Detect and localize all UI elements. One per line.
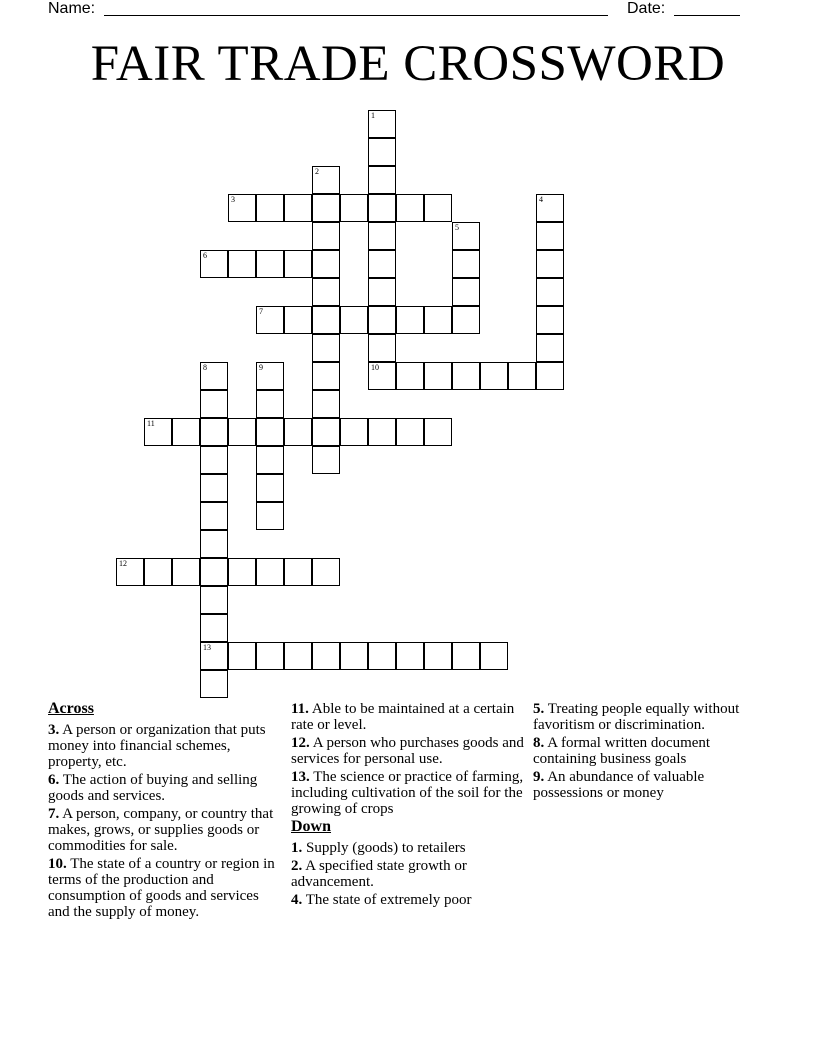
grid-cell[interactable] (200, 586, 228, 614)
grid-cell[interactable] (312, 558, 340, 586)
grid-cell[interactable] (424, 362, 452, 390)
grid-cell[interactable] (480, 362, 508, 390)
cell-number: 8 (203, 363, 207, 372)
grid-cell[interactable] (200, 670, 228, 698)
clue-text: A formal written document containing business goals (533, 735, 711, 767)
grid-cell[interactable] (312, 334, 340, 362)
clue-number: 7. (48, 806, 60, 822)
grid-cell[interactable] (368, 334, 396, 362)
clue-number: 11. (291, 701, 309, 717)
grid-cell[interactable] (256, 418, 284, 446)
cell-number: 3 (231, 195, 235, 204)
grid-cell[interactable] (256, 250, 284, 278)
grid-cell[interactable] (200, 446, 228, 474)
grid-cell[interactable] (452, 362, 480, 390)
grid-cell[interactable] (200, 362, 228, 390)
clue-text: Able to be maintained at a certain rate or level. (291, 701, 515, 733)
grid-cell[interactable] (284, 250, 312, 278)
grid-cell[interactable] (536, 222, 564, 250)
clue-number: 8. (533, 735, 545, 751)
grid-cell[interactable] (312, 642, 340, 670)
grid-cell[interactable] (312, 362, 340, 390)
cell-number: 12 (119, 559, 127, 568)
clue-number: 2. (291, 858, 303, 874)
grid-cell[interactable] (368, 222, 396, 250)
cell-number: 13 (203, 643, 211, 652)
grid-cell[interactable] (256, 474, 284, 502)
clue-across-3 (48, 722, 280, 770)
grid-cell[interactable] (256, 446, 284, 474)
clue-text: The action of buying and selling goods and services. (48, 772, 258, 804)
grid-cell[interactable] (536, 362, 564, 390)
grid-cell[interactable] (368, 642, 396, 670)
clue-down-2 (291, 858, 527, 890)
grid-cell[interactable] (536, 278, 564, 306)
clue-text: Treating people equally without favoritism or discrimination. (533, 701, 740, 733)
grid-cell[interactable] (228, 194, 256, 222)
grid-cell[interactable] (368, 306, 396, 334)
grid-cell[interactable] (228, 642, 256, 670)
grid-cell[interactable] (312, 418, 340, 446)
grid-cell[interactable] (200, 530, 228, 558)
grid-cell[interactable] (200, 614, 228, 642)
clue-number: 1. (291, 840, 303, 856)
clue-text: The science or practice of farming, including cultivation of the soil for the growing of crops (291, 769, 524, 817)
clue-down-9 (533, 769, 773, 801)
grid-cell[interactable] (312, 390, 340, 418)
grid-cell[interactable] (368, 362, 396, 390)
grid-cell[interactable] (368, 138, 396, 166)
grid-cell[interactable] (396, 362, 424, 390)
grid-cell[interactable] (144, 558, 172, 586)
grid-cell[interactable] (424, 642, 452, 670)
across-heading: Across (48, 700, 94, 717)
grid-cell[interactable] (452, 306, 480, 334)
clue-across-13 (291, 769, 527, 817)
grid-cell[interactable] (256, 306, 284, 334)
grid-cell[interactable] (536, 334, 564, 362)
grid-cell[interactable] (452, 642, 480, 670)
grid-cell[interactable] (284, 418, 312, 446)
clue-text: Supply (goods) to retailers (306, 840, 466, 856)
grid-cell[interactable] (312, 278, 340, 306)
grid-cell[interactable] (396, 306, 424, 334)
grid-cell[interactable] (340, 418, 368, 446)
grid-cell[interactable] (312, 446, 340, 474)
clues-column-2 (291, 701, 527, 910)
grid-cell[interactable] (200, 250, 228, 278)
grid-cell[interactable] (424, 306, 452, 334)
cell-number: 4 (539, 195, 543, 204)
grid-cell[interactable] (424, 418, 452, 446)
clues-column-1 (48, 701, 280, 922)
grid-cell[interactable] (284, 642, 312, 670)
clue-text: An abundance of valuable possessions or money (533, 769, 705, 801)
grid-cell[interactable] (172, 418, 200, 446)
clue-text: A person, company, or country that makes, grows, or supplies goods or commodities for sale. (48, 806, 274, 854)
grid-cell[interactable] (368, 278, 396, 306)
grid-cell[interactable] (312, 306, 340, 334)
grid-cell[interactable] (284, 306, 312, 334)
grid-cell[interactable] (536, 194, 564, 222)
clue-across-10 (48, 856, 280, 920)
clue-number: 4. (291, 892, 303, 908)
grid-cell[interactable] (396, 194, 424, 222)
grid-cell[interactable] (312, 194, 340, 222)
grid-cell[interactable] (256, 194, 284, 222)
grid-cell[interactable] (116, 558, 144, 586)
clue-text: A person or organization that puts money into financial schemes, property, etc. (48, 722, 266, 770)
clue-number: 6. (48, 772, 60, 788)
grid-cell[interactable] (200, 390, 228, 418)
clue-across-11 (291, 701, 527, 733)
grid-cell[interactable] (256, 390, 284, 418)
grid-cell[interactable] (200, 418, 228, 446)
grid-cell[interactable] (228, 250, 256, 278)
grid-cell[interactable] (452, 222, 480, 250)
clue-number: 13. (291, 769, 310, 785)
cell-number: 2 (315, 167, 319, 176)
grid-cell[interactable] (452, 278, 480, 306)
date-label: Date: (627, 0, 666, 17)
clue-number: 10. (48, 856, 67, 872)
clues-column-3 (533, 701, 773, 803)
clue-down-1 (291, 840, 527, 856)
clue-text: A specified state growth or advancement. (291, 858, 467, 890)
grid-cell[interactable] (172, 558, 200, 586)
grid-cell[interactable] (368, 194, 396, 222)
clue-down-5 (533, 701, 773, 733)
grid-cell[interactable] (536, 250, 564, 278)
cell-number: 11 (147, 419, 155, 428)
grid-cell[interactable] (340, 194, 368, 222)
grid-cell[interactable] (368, 418, 396, 446)
grid-cell[interactable] (368, 250, 396, 278)
grid-cell[interactable] (144, 418, 172, 446)
clue-text: The state of extremely poor (305, 892, 472, 908)
grid-cell[interactable] (256, 362, 284, 390)
grid-cell[interactable] (284, 558, 312, 586)
clue-text: The state of a country or region in terms of the production and consumption of goods and services and the supply of money. (48, 856, 275, 920)
grid-cell[interactable] (368, 110, 396, 138)
name-label: Name: (48, 0, 96, 17)
grid-cell[interactable] (536, 306, 564, 334)
cell-number: 5 (455, 223, 459, 232)
clue-down-4 (291, 892, 527, 908)
grid-cell[interactable] (312, 250, 340, 278)
grid-cell[interactable] (312, 166, 340, 194)
grid-cell[interactable] (200, 474, 228, 502)
clue-down-8 (533, 735, 773, 767)
grid-cell[interactable] (312, 222, 340, 250)
grid-cell[interactable] (200, 502, 228, 530)
grid-cell[interactable] (340, 642, 368, 670)
clue-across-6 (48, 772, 280, 804)
cell-number: 9 (259, 363, 263, 372)
grid-cell[interactable] (228, 418, 256, 446)
cell-number: 1 (371, 111, 375, 120)
grid-cell[interactable] (200, 642, 228, 670)
page-title: FAIR TRADE CROSSWORD (90, 36, 726, 92)
grid-cell[interactable] (340, 306, 368, 334)
grid-cell[interactable] (284, 194, 312, 222)
grid-cell[interactable] (200, 558, 228, 586)
grid-cell[interactable] (452, 250, 480, 278)
grid-cell[interactable] (368, 166, 396, 194)
grid-cell[interactable] (396, 642, 424, 670)
clue-number: 9. (533, 769, 545, 785)
grid-cell[interactable] (256, 558, 284, 586)
grid-cell[interactable] (480, 642, 508, 670)
grid-cell[interactable] (424, 194, 452, 222)
clue-across-12 (291, 735, 527, 767)
clue-number: 5. (533, 701, 545, 717)
cell-number: 10 (371, 363, 379, 372)
cell-number: 6 (203, 251, 207, 260)
grid-cell[interactable] (228, 558, 256, 586)
clue-text: A person who purchases goods and services for personal use. (291, 735, 524, 767)
grid-cell[interactable] (256, 642, 284, 670)
cell-number: 7 (259, 307, 263, 316)
grid-cell[interactable] (508, 362, 536, 390)
grid-cell[interactable] (256, 502, 284, 530)
clue-number: 3. (48, 722, 60, 738)
clue-across-7 (48, 806, 280, 854)
grid-cell[interactable] (396, 418, 424, 446)
clue-number: 12. (291, 735, 310, 751)
down-heading: Down (291, 818, 332, 835)
